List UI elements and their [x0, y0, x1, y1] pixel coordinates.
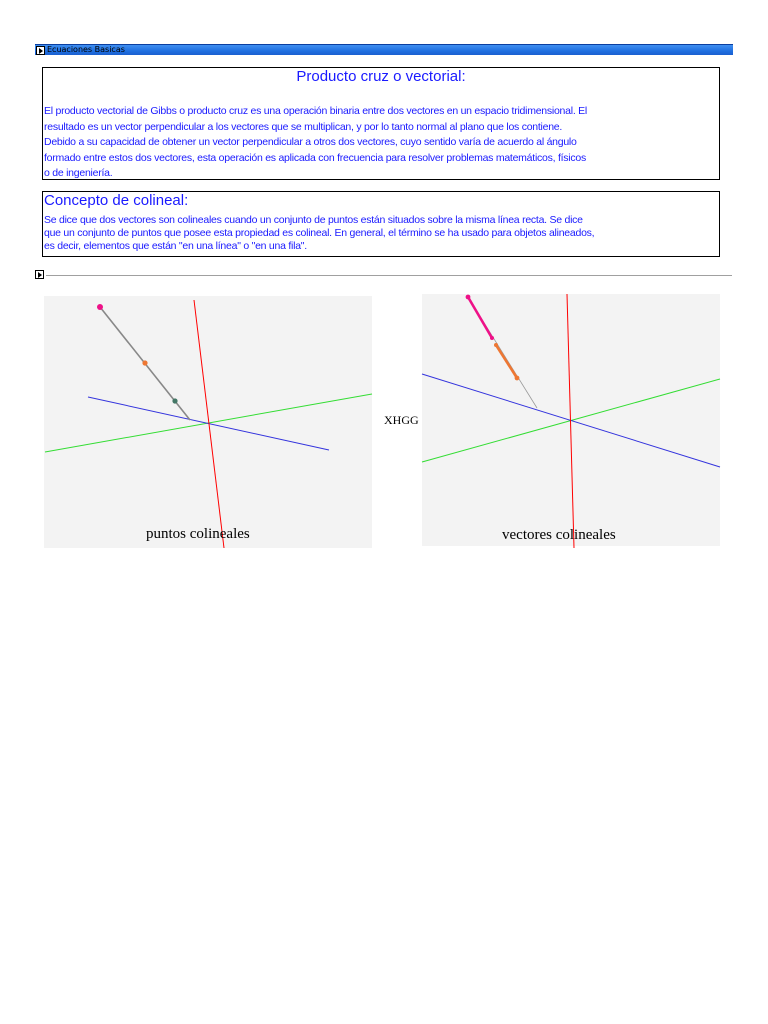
cross-product-heading: Producto cruz o vectorial:	[296, 68, 466, 85]
paragraph-line: resultado es un vector perpendicular a los vectores que se multiplican, y por lo tanto normal al plano que los contiene.	[44, 120, 563, 133]
collinear-figures-svg	[44, 292, 720, 548]
red-axis	[194, 300, 224, 548]
vector-head-point	[490, 336, 494, 340]
collinear-paragraph	[44, 214, 594, 253]
paragraph-line: es decir, elementos que están "en una línea" o "en una fila".	[44, 240, 307, 252]
paragraph-line: que un conjunto de puntos que posee esta propiedad es colineal. En general, el término se ha usado para objetos alineados,	[44, 227, 595, 239]
vector-tail-point	[494, 343, 498, 347]
horizontal-divider	[46, 275, 732, 276]
paragraph-line: El producto vectorial de Gibbs o producto cruz es una operación binaria entre dos vectores en un espacio tridimensional. El	[44, 105, 587, 117]
collinear-heading: Concepto de colineal:	[44, 192, 189, 209]
collinear-vector	[468, 297, 492, 338]
vector-tail-point	[466, 295, 471, 300]
vector-head-point	[515, 376, 520, 381]
right-caption: vectores colineales	[502, 527, 616, 543]
figure-area	[44, 292, 720, 548]
paragraph-line: o de ingeniería.	[44, 167, 113, 179]
collinear-point	[97, 304, 103, 310]
collinear-point	[142, 360, 147, 365]
cross-product-box	[42, 67, 720, 180]
cross-product-paragraph	[44, 104, 587, 182]
section-header-bar[interactable]	[35, 44, 733, 55]
middle-label: XHGG	[384, 413, 419, 427]
expand-triangle-icon[interactable]	[36, 46, 45, 55]
paragraph-line: formado entre estos dos vectores, esta operación es aplicada con frecuencia para resolver problemas matemáticos, físicos	[44, 151, 586, 164]
paragraph-line: Debido a su capacidad de obtener un vector perpendicular a otros dos vectores, cuyo sentido varía de acuerdo al ángulo	[44, 136, 577, 148]
collinear-concept-box	[42, 191, 720, 257]
expand-triangle-icon[interactable]	[35, 270, 44, 279]
section-title: Ecuaciones Basicas	[47, 45, 125, 54]
right-plot	[422, 294, 720, 548]
left-plot	[45, 300, 372, 548]
collinear-vector	[496, 345, 517, 378]
paragraph-line: Se dice que dos vectores son colineales cuando un conjunto de puntos están situados sobre la misma línea recta. Se dice	[44, 214, 583, 226]
left-caption: puntos colineales	[146, 526, 250, 542]
collinear-point	[172, 398, 177, 403]
